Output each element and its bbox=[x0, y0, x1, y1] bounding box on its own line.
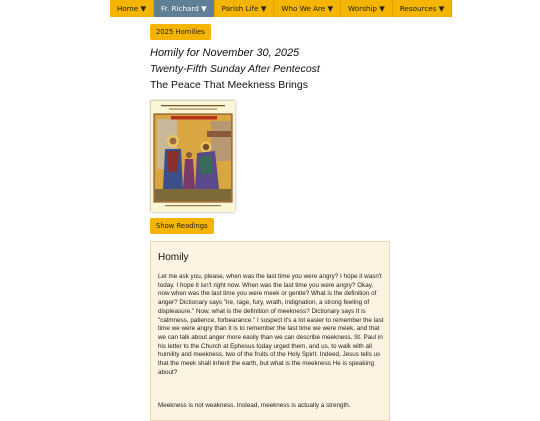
nav-item-who-we-are[interactable]: Who We Are ▼ bbox=[274, 0, 341, 17]
show-readings-button[interactable]: Show Readings bbox=[150, 218, 214, 234]
homily-paragraph: Let me ask you, please, when was the last time you were angry? I hope it wasn't today. I hope it isn't right now. When was the last time you were angry? Okay, now when was the last time you were meek or gentle? What is the definition of anger? Dictionary says "ire, rage, fury, wrath, indignation, a strong feeling of displeasure." Now, what is the definition of meekness? Dictionary says It is "calmness, patience, forbearance." I suspect it's a lot easier to remember the last time we were angry than it is to remember the last time we were meek, and that we can talk about anger more easily than we can describe meekness. St. Paul in his letter to the Church at Ephesus today urged them, and us, to walk with all humility and meekness, two of the fruits of the Holy Spirit. Indeed, Jesus tells us that the meek shall inherit the earth, but what is the meekness He is speaking about? bbox=[158, 273, 384, 376]
homily-topic-title: The Peace That Meekness Brings bbox=[150, 79, 308, 91]
homily-panel-heading: Homily bbox=[158, 252, 189, 263]
homily-date-title: Homily for November 30, 2025 bbox=[150, 47, 300, 59]
homily-sunday-title: Twenty-Fifth Sunday After Pentecost bbox=[150, 63, 320, 75]
icon-artwork bbox=[151, 101, 235, 212]
main-nav bbox=[110, 0, 452, 17]
nav-item-resources[interactable]: Resources ▼ bbox=[393, 0, 453, 17]
homilies-button[interactable]: 2025 Homilies bbox=[150, 24, 211, 40]
homily-panel bbox=[150, 241, 390, 421]
nav-item-worship[interactable]: Worship ▼ bbox=[341, 0, 393, 17]
nav-item-parish-life[interactable]: Parish Life ▼ bbox=[215, 0, 275, 17]
homily-paragraph: Meekness is not weakness. Instead, meekness is actually a strength. bbox=[158, 402, 351, 409]
icon-image[interactable] bbox=[150, 100, 234, 211]
nav-item-home[interactable]: Home ▼ bbox=[110, 0, 154, 17]
nav-item-fr-richard[interactable]: Fr. Richard ▼ bbox=[154, 0, 215, 17]
